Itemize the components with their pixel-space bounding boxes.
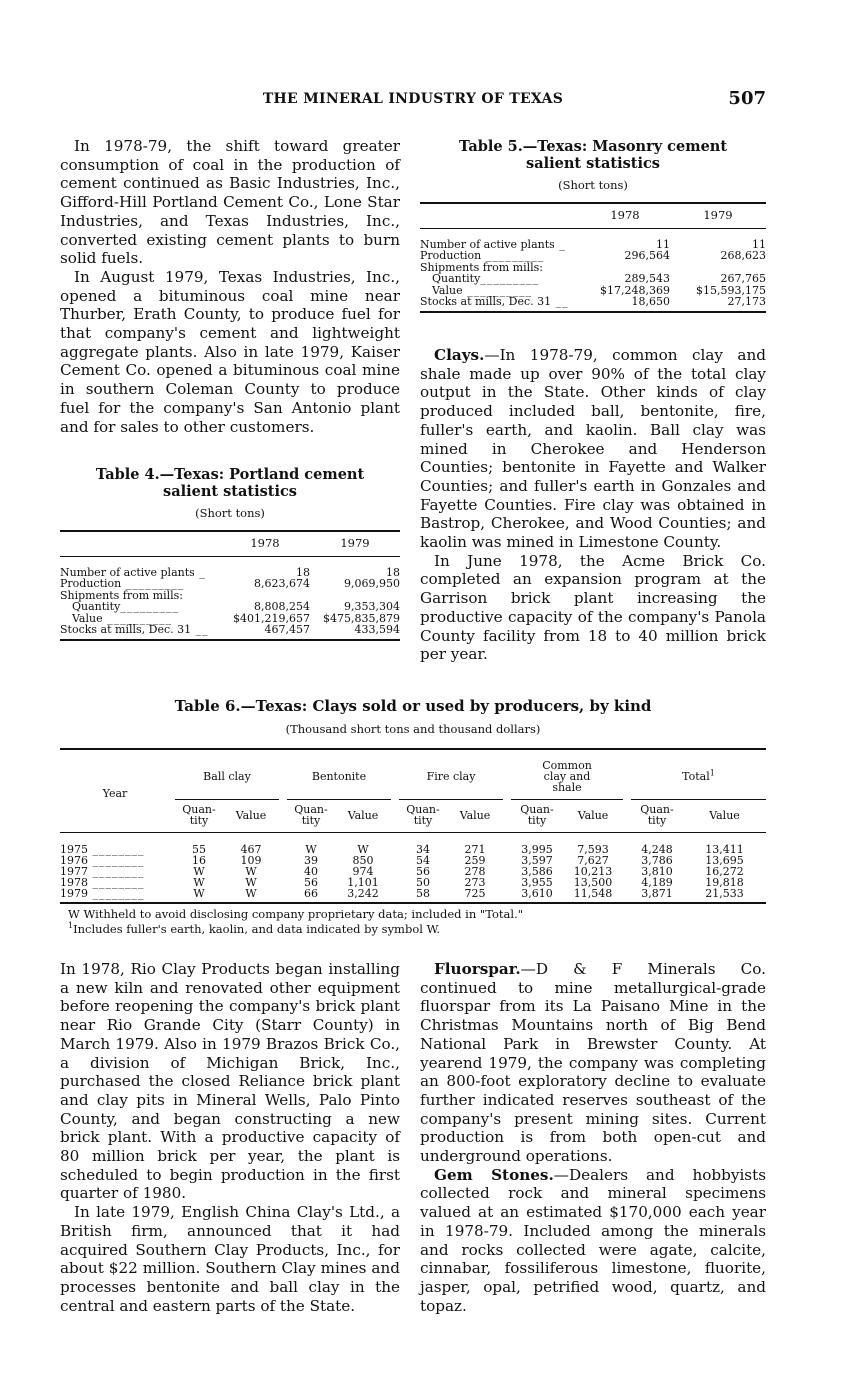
- table6-year-leader: ________: [88, 843, 145, 856]
- table5-row-label-text: Value: [432, 283, 463, 297]
- table6-row: [60, 888, 766, 903]
- table4-cell-1978: 467,457: [220, 624, 310, 640]
- table6-title: Table 6.—Texas: Clays sold or used by producers, by kind: [174, 697, 652, 715]
- table6-cell: 56: [304, 876, 318, 889]
- table4-subtitle: (Short tons): [195, 506, 265, 520]
- table6-gap: [623, 888, 631, 903]
- table4-title: Table 4.—Texas: Portland cement salient statistics: [95, 466, 365, 500]
- table5-row-label-text: Stocks at mills, Dec. 31: [420, 295, 552, 308]
- table5-row: [420, 296, 766, 312]
- table6-cell: W: [245, 865, 257, 878]
- table6-cell: 271: [464, 843, 486, 856]
- table5-cell-1978: 296,564: [624, 249, 670, 262]
- gem-stones-text: —Dealers and hobbyists collected rock and mineral specimens valued at an estimated $170,000 each year in 1978-79. Included among the minerals and rocks collected were agate, calcite, cinnabar, fossiliferous limestone, fluorite, jasper, opal, petrified wood, quartz, and topaz.: [420, 1165, 766, 1315]
- table6-cell: 19,818: [705, 876, 744, 889]
- table6-row: [60, 833, 766, 856]
- table5-row-leader: __________: [462, 283, 533, 297]
- table6-subhead-gap: [279, 800, 287, 833]
- table6-cell: 10,213: [573, 865, 613, 878]
- table6-cell: 3,995: [521, 843, 553, 856]
- table5: [420, 202, 766, 313]
- paragraph-gem-stones: [420, 1166, 766, 1316]
- table6-year-cell: [60, 888, 170, 903]
- table6-gap: [279, 877, 287, 888]
- table6-cell: 3,597: [521, 854, 553, 867]
- table6-subhead-quantity: Quan- tity: [175, 800, 223, 833]
- table6-cell: 850: [352, 854, 374, 867]
- table6-gap: [391, 888, 399, 903]
- table6-cell: W: [245, 876, 257, 889]
- table4-row-label-text: Stocks at mills, Dec. 31: [60, 623, 192, 636]
- table6-group-bentonite: Bentonite: [287, 749, 391, 800]
- table4-row-label-text: Production: [60, 577, 122, 590]
- table5-row-leader: __: [551, 295, 569, 308]
- table6-gap: [391, 833, 399, 856]
- table5-row-label-text: Number of active plants: [420, 237, 555, 251]
- page-number: 507: [728, 88, 766, 109]
- table6-cell: 3,810: [641, 865, 673, 878]
- table5-row-label: [420, 296, 580, 312]
- table6-gap: [279, 833, 287, 856]
- table5-header-item: [420, 203, 580, 228]
- table6-year-leader: ________: [88, 887, 145, 900]
- table6-cell: 7,627: [577, 854, 609, 867]
- table4-cell-1979: 433,594: [310, 624, 400, 640]
- table5-row-leader: _: [554, 237, 566, 251]
- table4-row-label-text: Value: [72, 611, 103, 625]
- table4-cell-1979: 18: [386, 565, 400, 579]
- table6-year: 1976: [60, 854, 88, 867]
- table5-cell-1979: $15,593,175: [696, 283, 766, 297]
- clays-text: —In 1978-79, common clay and shale made up over 90% of the total clay output in the State. Other kinds of clay produced included ball, bentonite, fire, fuller's earth, and kaolin. Ball clay was mined in Cherokee and Henderson Counties; bentonite in Fayette and Walker Counties; and fuller's earth in Gonzales and Fayette Counties. Fire clay was obtained in Bastrop, Cherokee, and Wood Counties; and kaolin was mined in Limestone County.: [420, 346, 766, 552]
- table5-row-label: [420, 228, 580, 250]
- table4-row-leader: _: [194, 565, 206, 579]
- table6-year-leader: ________: [88, 854, 145, 867]
- table6-cell: 16,272: [705, 865, 744, 878]
- paragraph-coal-shift: In 1978-79, the shift toward greater consumption of coal in the production of cement continued as Basic Industries, Inc., Gifford-Hill Portland Cement Co., Lone Star Industries, and Texas Industries, Inc., converted existing cement plants to burn solid fuels.: [60, 137, 400, 268]
- table6-gap: [391, 877, 399, 888]
- table6-cell: 974: [352, 865, 374, 878]
- table6-gap: [623, 833, 631, 856]
- table5-cell-1979: 11: [752, 237, 766, 251]
- table6-cell: 259: [464, 854, 486, 867]
- paragraph-english-china-clay: In late 1979, English China Clay's Ltd., a British firm, announced that it had acquired Southern Clay Products, Inc., for about $22 million. Southern Clay mines and processes bentonite and ball clay in the central and eastern parts of the State.: [60, 1203, 400, 1315]
- table6-cell: 3,786: [641, 854, 673, 867]
- table4-row-label-text: Shipments from mills:: [60, 588, 183, 602]
- table6-cell: 13,500: [573, 876, 613, 889]
- table4-cell-1979: 9,353,304: [344, 600, 400, 613]
- table6-group-total: [631, 749, 766, 800]
- table6-cell: 725: [447, 888, 503, 903]
- table4-cell-1978: 8,808,254: [254, 600, 310, 613]
- table6-year: 1979: [60, 887, 88, 900]
- table6-cell: 66: [287, 888, 335, 903]
- table6-gap: [623, 877, 631, 888]
- table6-subhead-value: Value: [223, 800, 279, 833]
- footnote-withheld: W Withheld to avoid disclosing company proprietary data; included in "Total.": [68, 907, 524, 921]
- table4-cell-1979: 9,069,950: [344, 577, 400, 590]
- table4-row-label-text: Number of active plants: [60, 565, 195, 579]
- paragraph-acme: In June 1978, the Acme Brick Co. completed an expansion program at the Garrison brick plant increasing the productive capacity of the company's Panola County facility from 18 to 40 million brick per year.: [420, 551, 766, 664]
- paragraph-rio-clay: In 1978, Rio Clay Products began installing a new kiln and renovated other equipment before reopening the company's brick plant near Rio Grande City (Starr County) in March 1979. Also in 1979 Brazos Brick Co., a division of Michigan Brick, Inc., purchased the closed Reliance brick plant and clay pits in Mineral Wells, Palo Pinto County, and began constructing a new brick plant. With a productive capacity of 80 million brick per year, the plant is scheduled to begin production in the first quarter of 1980.: [60, 960, 400, 1203]
- table5-title: Table 5.—Texas: Masonry cement salient statistics: [458, 138, 728, 172]
- table6-total-footnote-marker: 1: [709, 768, 715, 778]
- table6-subhead-quantity: Quan- tity: [511, 800, 563, 833]
- table6-cell: W: [193, 876, 205, 889]
- table6-cell: 3,955: [521, 876, 553, 889]
- table4-row-label: [60, 556, 220, 578]
- table4-cell-1979: $475,835,879: [323, 611, 400, 625]
- table6-subhead-gap: [623, 800, 631, 833]
- table6-year-cell: [60, 833, 170, 856]
- table6-cell: 109: [240, 854, 262, 867]
- table6-gap: [503, 855, 511, 866]
- table6-cell: 34: [416, 843, 430, 856]
- table6-cell: 13,411: [705, 843, 744, 856]
- table4-cell-1978: 18: [296, 565, 310, 579]
- footnote-1: [68, 922, 523, 937]
- table6-cell: 1,101: [347, 876, 379, 889]
- table6-cell: 3,871: [631, 888, 683, 903]
- table5-block: [420, 138, 766, 313]
- table6-group-total-label: Total: [682, 770, 710, 783]
- page-title: THE MINERAL INDUSTRY OF TEXAS: [262, 91, 564, 107]
- table6-cell: 4,248: [641, 843, 673, 856]
- clays-heading: Clays.: [434, 346, 485, 364]
- table6-cell: W: [223, 888, 279, 903]
- table6-cell: 273: [464, 876, 486, 889]
- table6-cell: 11,548: [563, 888, 623, 903]
- table6-group-common-clay: Common clay and shale: [511, 749, 623, 800]
- table6-group-fire-clay: Fire clay: [399, 749, 503, 800]
- table4-cell-1978: 8,623,674: [254, 577, 310, 590]
- table6: [60, 748, 766, 904]
- table4-cell-1978: $401,219,657: [233, 611, 310, 625]
- table6-gap: [503, 888, 511, 903]
- table4-row-leader: _________: [120, 600, 179, 613]
- gem-stones-heading: Gem Stones.: [434, 1165, 554, 1184]
- table4-row: [60, 624, 400, 640]
- table5-row-label-text: Production: [420, 249, 482, 262]
- table5-row: [420, 228, 766, 250]
- table6-cell: 50: [416, 876, 430, 889]
- table5-row-leader: _________: [481, 249, 545, 262]
- footnote-1-marker: 1: [68, 921, 74, 931]
- table6-year-leader: ________: [88, 865, 145, 878]
- right-column-bottom: [420, 960, 766, 1315]
- table6-subhead-gap: [391, 800, 399, 833]
- table6-cell: W: [357, 843, 369, 856]
- table6-cell: 13,695: [705, 854, 744, 867]
- table6-gap: [503, 866, 511, 877]
- table5-subtitle: (Short tons): [558, 178, 628, 192]
- table6-subhead-quantity: Quan- tity: [631, 800, 683, 833]
- table5-row-label-text: Shipments from mills:: [420, 260, 543, 274]
- table5-header-1978: 1978: [580, 203, 670, 228]
- paragraph-fluorspar: [420, 960, 766, 1166]
- fluorspar-heading: Fluorspar.: [434, 960, 521, 978]
- left-column-top: [60, 137, 400, 436]
- table5-cell-1978: $17,248,369: [600, 283, 670, 297]
- table6-year-leader: ________: [88, 876, 145, 889]
- table6-cell: 4,189: [641, 876, 673, 889]
- table4-header-item: [60, 531, 220, 556]
- table6-cell: 39: [304, 854, 318, 867]
- table5-header-1979: 1979: [670, 203, 766, 228]
- table6-cell: 55: [192, 843, 206, 856]
- table4-row-label: [60, 624, 220, 640]
- table5-cell-1978: 18,650: [580, 296, 670, 312]
- table6-year: 1977: [60, 865, 88, 878]
- table6-cell: 58: [399, 888, 447, 903]
- table6-subhead-quantity: Quan- tity: [287, 800, 335, 833]
- paragraph-coal-mines: In August 1979, Texas Industries, Inc., opened a bituminous coal mine near Thurber, Erath County, to produce fuel for that company's cement and lightweight aggregate plants. Also in late 1979, Kaiser Cement Co. opened a bituminous coal mine in southern Coleman County to produce fuel for the company's San Antonio plant and for sales to other customers.: [60, 267, 400, 436]
- table5-cell-1978: 11: [656, 237, 670, 251]
- table6-gap: [623, 855, 631, 866]
- table6-cell: W: [193, 865, 205, 878]
- table6-subhead-value: Value: [563, 800, 623, 833]
- table6-header-year: Year: [60, 749, 170, 833]
- table6-gap: [503, 833, 511, 856]
- running-head: [60, 89, 766, 111]
- table4-row-leader: __: [191, 623, 209, 636]
- table6-footnotes: [68, 907, 523, 937]
- table6-cell: 3,610: [511, 888, 563, 903]
- table5-row-leader: _________: [480, 272, 539, 285]
- table6-subtitle: (Thousand short tons and thousand dollars): [285, 722, 541, 736]
- table6-cell: 7,593: [577, 843, 609, 856]
- table6-gap: [279, 866, 287, 877]
- table4: [60, 530, 400, 641]
- table6-cell: 56: [416, 865, 430, 878]
- table6-cell: 21,533: [683, 888, 766, 903]
- table4-row-label-text: Quantity: [72, 600, 121, 613]
- table6-subhead-quantity: Quan- tity: [399, 800, 447, 833]
- left-column-bottom: [60, 960, 400, 1315]
- table5-cell-1978: 289,543: [624, 272, 670, 285]
- table6-subhead-value: Value: [447, 800, 503, 833]
- table4-row-leader: __________: [102, 611, 173, 625]
- table6-year: 1975: [60, 843, 88, 856]
- right-column-top: [420, 346, 766, 664]
- table6-year: 1978: [60, 876, 88, 889]
- table6-cell: 16: [192, 854, 206, 867]
- table6-gap: [503, 877, 511, 888]
- table6-subhead-value: Value: [335, 800, 391, 833]
- table6-cell: 467: [240, 843, 262, 856]
- table5-row-label-text: Quantity: [432, 272, 481, 285]
- table6-cell: 54: [416, 854, 430, 867]
- table6-gap: [279, 888, 287, 903]
- table6-subhead-value: Value: [683, 800, 766, 833]
- table4-block: [60, 466, 400, 641]
- table5-cell-1979: 27,173: [670, 296, 766, 312]
- table6-gap: [391, 855, 399, 866]
- footnote-1-text: Includes fuller's earth, kaolin, and data indicated by symbol W.: [73, 922, 441, 936]
- table6-gap: [391, 866, 399, 877]
- paragraph-clays: [420, 346, 766, 552]
- table6-subhead-gap: [503, 800, 511, 833]
- table4-header-1978: 1978: [220, 531, 310, 556]
- table6-gap: [279, 855, 287, 866]
- table6-cell: 3,586: [521, 865, 553, 878]
- table6-cell: 278: [464, 865, 486, 878]
- table6-gap: [623, 866, 631, 877]
- table6-group-ball-clay: Ball clay: [175, 749, 279, 800]
- fluorspar-text: —D & F Minerals Co. continued to mine metallurgical-grade fluorspar from its La Paisano Mine in the Christmas Mountains north of Big Bend National Park in Brewster County. At yearend 1979, the company was completing an 800-foot exploratory decline to evaluate further indicated reserves southeast of the company's present mining sites. Current production is from both open-cut and underground operations.: [420, 960, 766, 1166]
- table6-cell: W: [305, 843, 317, 856]
- table6-cell: 3,242: [335, 888, 391, 903]
- table4-header-1979: 1979: [310, 531, 400, 556]
- table4-row-leader: _________: [121, 577, 185, 590]
- table6-cell: 40: [304, 865, 318, 878]
- table6-cell: W: [175, 888, 223, 903]
- table5-cell-1979: 267,765: [720, 272, 766, 285]
- table4-row: [60, 556, 400, 578]
- table5-cell-1979: 268,623: [720, 249, 766, 262]
